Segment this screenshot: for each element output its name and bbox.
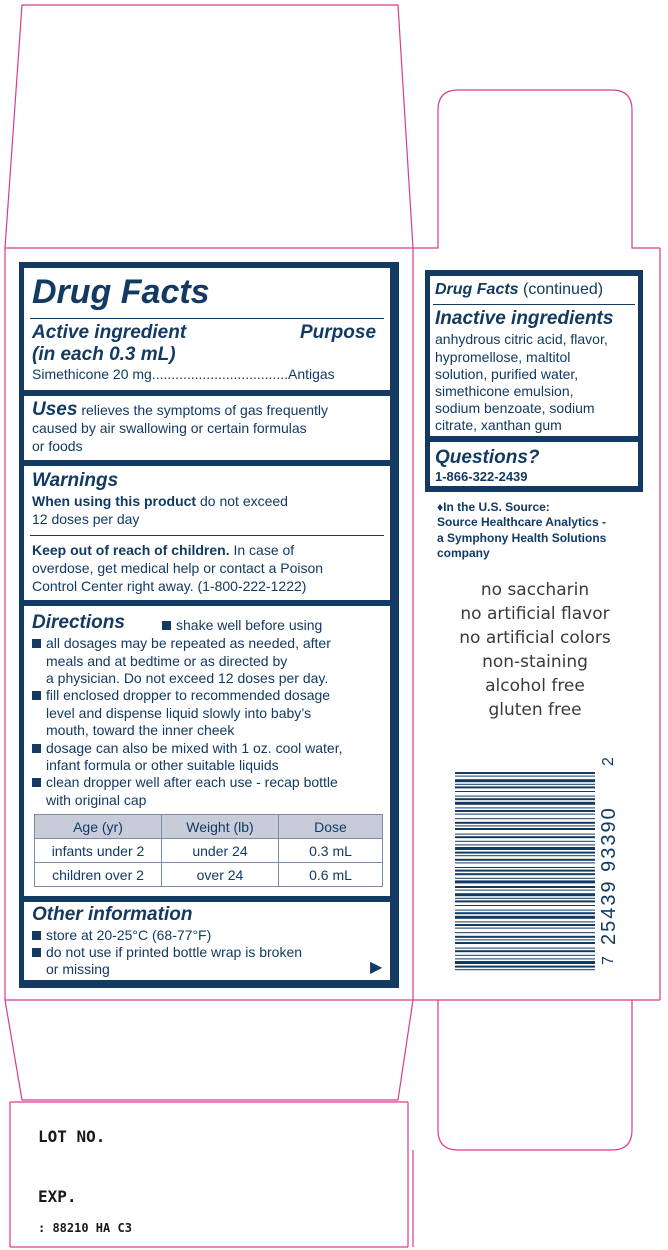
- barcode-bar: [455, 810, 595, 812]
- direction-2a-text: fill enclosed dropper to recommended dosage: [46, 687, 331, 703]
- other-info-2a: [32, 944, 302, 960]
- table-row: [35, 839, 383, 863]
- keep-out-line-3: Control Center right away. (1-800-222-1222): [32, 578, 307, 594]
- other-info-1: [32, 927, 211, 943]
- barcode-bar: [455, 966, 595, 968]
- keep-out-rest: In case of: [233, 542, 295, 558]
- inactive-line-2: hypromellose, maltitol: [435, 349, 571, 365]
- barcode-bar: [455, 836, 595, 838]
- barcode-bar: [455, 928, 595, 929]
- uses-text-3: or foods: [32, 438, 83, 454]
- direction-2c: mouth, toward the inner cheek: [46, 722, 235, 738]
- other-info-1-text: store at 20-25°C (68-77°F): [46, 927, 212, 943]
- active-ingredient-line: [32, 366, 384, 382]
- barcode-bar: [455, 898, 595, 899]
- uses-line-1: [32, 399, 328, 421]
- leader-dots: ...................................: [151, 366, 288, 382]
- exp-label: EXP.: [38, 1187, 77, 1206]
- inactive-line-1: anhydrous citric acid, flavor,: [435, 331, 608, 347]
- bullet-square: [32, 691, 41, 700]
- claim-no-artificial-flavor: no artificial flavor: [460, 604, 610, 624]
- barcode-bar: [455, 818, 595, 819]
- barcode-bar: [455, 890, 595, 891]
- barcode-left-digit: 7: [600, 956, 617, 965]
- barcode-bar: [455, 873, 595, 875]
- barcode-bar: [455, 802, 595, 805]
- questions-phone: 1-866-322-2439: [435, 469, 528, 484]
- barcode-bar: [455, 855, 595, 856]
- directions-shake-text: shake well before using: [176, 617, 323, 633]
- barcode-bar: [455, 924, 595, 926]
- table-header-row: [35, 815, 383, 839]
- table-cell: 0.6 mL: [279, 863, 383, 887]
- keep-out-line-1: [32, 542, 294, 558]
- direction-4a-text: clean dropper well after each use - recap bottle: [46, 774, 338, 790]
- purpose-heading: Purpose: [300, 322, 377, 343]
- title-divider: [30, 318, 384, 319]
- directions-heading: Directions: [32, 612, 125, 633]
- barcode-bar: [455, 798, 595, 800]
- lot-code: : 88210 HA C3: [38, 1221, 132, 1235]
- direction-3a: [32, 740, 343, 756]
- when-using-bold: When using this product: [32, 493, 197, 509]
- barcode-bar: [455, 847, 595, 850]
- barcode-bar: [455, 852, 595, 854]
- source-line-4: company: [437, 546, 490, 560]
- barcode-bar: [455, 796, 595, 797]
- bullet-square: [32, 948, 41, 957]
- barcode-bar: [455, 867, 595, 868]
- barcode-middle-digits: 25439 93390: [598, 806, 620, 945]
- inactive-heading: Inactive ingredients: [435, 308, 614, 329]
- when-using-line-1: [32, 493, 288, 509]
- barcode-bar: [455, 776, 595, 777]
- barcode-bar: [455, 900, 595, 902]
- barcode-bar: [455, 870, 595, 872]
- barcode-bar: [455, 772, 595, 774]
- lot-label: LOT NO.: [38, 1127, 106, 1146]
- bullet-square: [32, 778, 41, 787]
- claim-no-saccharin: no saccharin: [480, 580, 590, 600]
- barcode-bar: [455, 950, 595, 952]
- table-header-dose: Dose: [279, 815, 383, 839]
- direction-2b: level and dispense liquid slowly into baby’s: [46, 705, 312, 721]
- direction-2a: [32, 687, 330, 703]
- bullet-square: [32, 931, 41, 940]
- table-header-age: Age (yr): [35, 815, 162, 839]
- barcode-bar: [455, 807, 595, 808]
- uses-text-2: caused by air swallowing or certain formulas: [32, 420, 307, 436]
- direction-1c: a physician. Do not exceed 12 doses per day.: [46, 670, 329, 686]
- direction-1b: meals and at bedtime or as directed by: [46, 653, 288, 669]
- source-line-3: a Symphony Health Solutions: [437, 531, 607, 545]
- barcode-bar: [455, 955, 595, 956]
- barcode-bar: [455, 958, 595, 959]
- barcode-bar: [455, 844, 595, 845]
- claim-alcohol-free: alcohol free: [485, 676, 585, 696]
- bullet-square: [32, 744, 41, 753]
- table-cell: 0.3 mL: [279, 839, 383, 863]
- table-row: [35, 863, 383, 887]
- barcode-bar: [455, 916, 595, 919]
- questions-heading: Questions?: [435, 447, 540, 468]
- side-title-cont: (continued): [523, 281, 604, 298]
- direction-4b: with original cap: [46, 792, 147, 808]
- direction-3b: infant formula or other suitable liquids: [46, 757, 279, 773]
- barcode-bar: [455, 786, 595, 788]
- when-using-line-2: 12 doses per day: [32, 511, 140, 527]
- barcode-bar: [455, 841, 595, 842]
- barcode-bar: [455, 910, 595, 911]
- barcode: [455, 760, 615, 990]
- barcode-bar: [455, 942, 595, 944]
- other-info-2a-text: do not use if printed bottle wrap is broken: [46, 944, 303, 960]
- keep-out-line-2: overdose, get medical help or contact a Poison: [32, 560, 324, 576]
- source-line-2: Source Healthcare Analytics -: [437, 515, 606, 529]
- barcode-bar: [455, 834, 595, 835]
- other-info-heading: Other information: [32, 904, 193, 925]
- barcode-right-digit: 2: [600, 757, 617, 766]
- barcode-bar: [455, 825, 595, 826]
- uses-text-1: relieves the symptoms of gas frequently: [81, 402, 328, 418]
- uses-heading: Uses: [32, 399, 78, 420]
- barcode-bar: [455, 921, 595, 922]
- table-cell: children over 2: [35, 863, 162, 887]
- table-cell: infants under 2: [35, 839, 162, 863]
- barcode-bar: [455, 784, 595, 785]
- barcode-bar: [455, 779, 595, 782]
- direction-3a-text: dosage can also be mixed with 1 oz. cool water,: [46, 740, 343, 756]
- directions-shake: [162, 617, 322, 633]
- claim-no-artificial-colors: no artificial colors: [459, 628, 611, 648]
- warnings-divider: [30, 535, 384, 536]
- barcode-bar: [455, 912, 595, 914]
- bullet-square: [162, 621, 171, 630]
- barcode-bar: [455, 905, 595, 906]
- table-cell: over 24: [162, 863, 279, 887]
- warnings-heading: Warnings: [32, 470, 119, 491]
- barcode-bar: [455, 880, 595, 883]
- side-title-bold: Drug Facts: [435, 281, 519, 298]
- barcode-bar: [455, 932, 595, 933]
- claim-gluten-free: gluten free: [488, 700, 582, 720]
- barcode-bar: [455, 948, 595, 949]
- direction-4a: [32, 774, 338, 790]
- drug-facts-title: Drug Facts: [32, 273, 210, 311]
- direction-1a-text: all dosages may be repeated as needed, after: [46, 635, 331, 651]
- when-using-rest: do not exceed: [200, 493, 288, 509]
- inactive-line-6: citrate, xanthan gum: [435, 417, 562, 433]
- inactive-line-4: simethicone emulsion,: [435, 383, 574, 399]
- inactive-line-3: solution, purified water,: [435, 366, 579, 382]
- table-header-weight: Weight (lb): [162, 815, 279, 839]
- active-ingredient-subheading: (in each 0.3 mL): [32, 344, 176, 365]
- active-ingredient-heading: Active ingredient: [32, 322, 187, 343]
- barcode-bar: [455, 859, 595, 861]
- barcode-bar: [455, 961, 595, 964]
- barcode-bar: [455, 886, 595, 888]
- other-info-2b: or missing: [46, 961, 110, 977]
- dosage-table: [34, 814, 383, 887]
- barcode-bar: [455, 822, 595, 824]
- inactive-line-5: sodium benzoate, sodium: [435, 400, 595, 416]
- barcode-bar: [455, 969, 595, 970]
- barcode-bar: [455, 828, 595, 830]
- barcode-bar: [455, 791, 595, 792]
- continue-arrow-icon: ▶: [370, 959, 383, 976]
- table-cell: under 24: [162, 839, 279, 863]
- claim-non-staining: non-staining: [482, 652, 588, 672]
- active-ingredient-name: Simethicone 20 mg: [32, 366, 152, 382]
- barcode-bar: [455, 936, 595, 938]
- direction-1a: [32, 635, 331, 651]
- barcode-bar: [455, 939, 595, 940]
- barcode-bar: [455, 878, 595, 879]
- barcode-bar: [455, 893, 595, 896]
- side-title: [435, 281, 603, 299]
- active-ingredient-purpose: Antigas: [287, 366, 335, 382]
- side-divider: [433, 304, 635, 305]
- keep-out-bold: Keep out of reach of children.: [32, 542, 230, 558]
- bullet-square: [32, 639, 41, 648]
- source-line-1: ♦In the U.S. Source:: [437, 500, 550, 514]
- barcode-bar: [455, 862, 595, 863]
- barcode-bar: [455, 814, 595, 815]
